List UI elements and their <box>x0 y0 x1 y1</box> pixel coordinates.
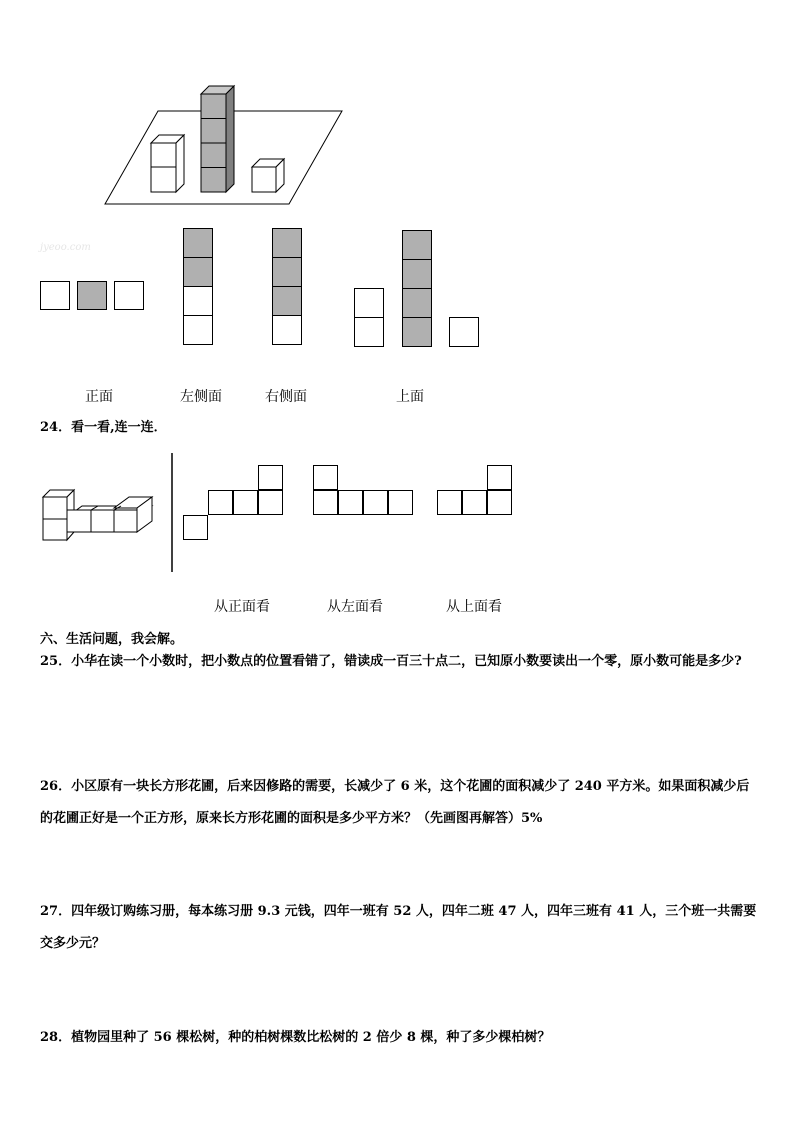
right-view-label: 右侧面 <box>265 389 307 405</box>
front-view-label: 正面 <box>85 389 113 405</box>
q24-front-label: 从正面看 <box>214 599 270 615</box>
q24-left-label: 从左面看 <box>327 599 383 615</box>
question-25: 25．小华在读一个小数时，把小数点的位置看错了，错读成一百三十点二，已知原小数要读出一个零，原小数可能是多少? <box>40 654 742 669</box>
q24-title: 24．看一看,连一连． <box>40 420 167 435</box>
question-26: 26．小区原有一块长方形花圃，后来因修路的需要，长减少了 6 米，这个花圃的面积减少了 240 平方米。如果面积减少后的花圃正好是一个正方形，原来长方形花圃的面积是多少平方米？（先画图再解答）5% <box>40 779 750 826</box>
question-28: 28．植物园里种了 56 棵松树，种的柏树棵数比松树的 2 倍少 8 棵，种了多少棵柏树？ <box>40 1030 551 1045</box>
q24-top-label: 从上面看 <box>446 599 502 615</box>
question-27: 27．四年级订购练习册，每本练习册 9.3 元钱，四年一班有 52 人，四年二班 47 人，四年三班有 41 人，三个班一共需要交多少元？ <box>40 904 757 951</box>
section-6-heading: 六、生活问题，我会解。 <box>40 632 184 647</box>
top-view-label: 上面 <box>396 389 424 405</box>
watermark: jyeoo.com <box>40 242 91 253</box>
left-view-label: 左侧面 <box>180 389 222 405</box>
